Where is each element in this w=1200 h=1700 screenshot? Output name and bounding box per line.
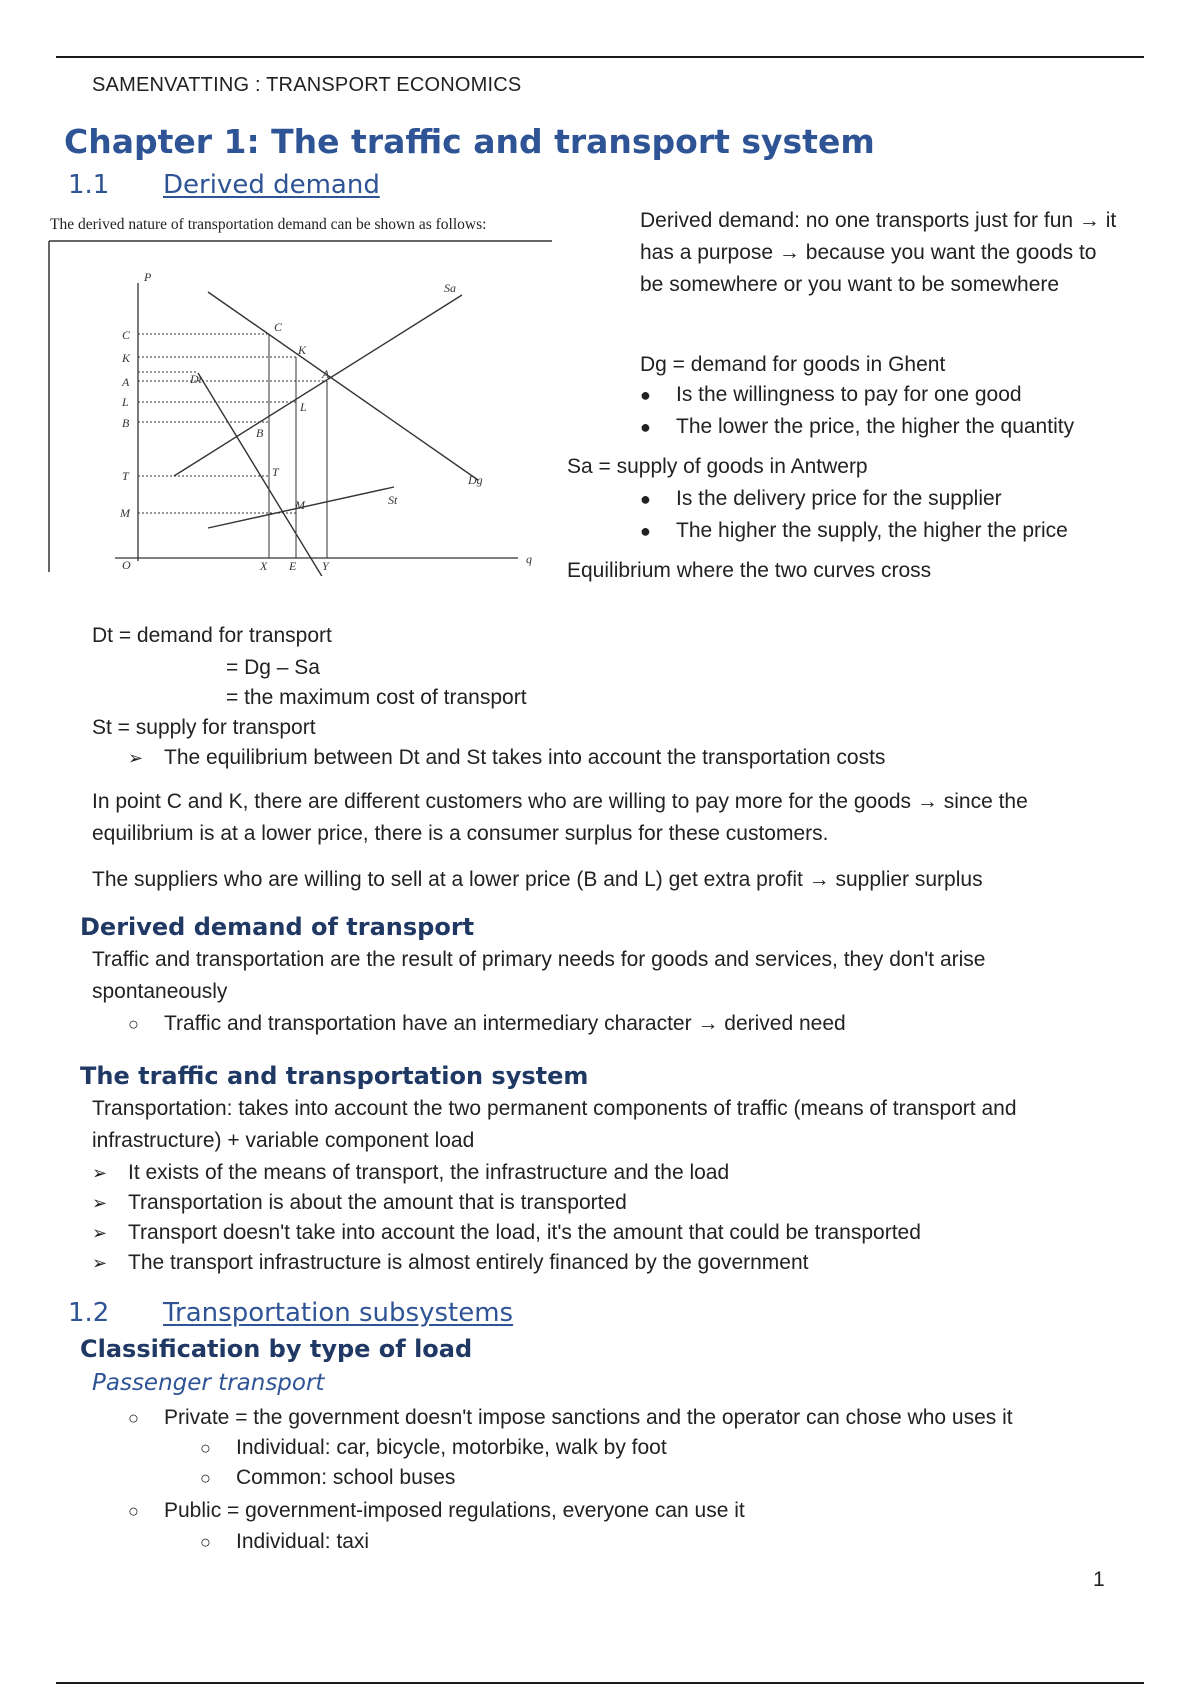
dt-meaning: = the maximum cost of transport (226, 686, 527, 709)
curve-label-sa: Sa (444, 281, 456, 295)
bullet-icon: ● (640, 417, 651, 437)
curve-label-dg: Dg (468, 473, 483, 487)
point-label-a: A (322, 367, 330, 381)
section-title: Transportation subsystems (163, 1298, 514, 1328)
y-label-t: T (122, 469, 129, 483)
equilibrium-note: Equilibrium where the two curves cross (567, 559, 932, 582)
drop-lines (269, 334, 327, 558)
list-item: ○ Individual: taxi (200, 1526, 369, 1558)
subheading-derived-demand-of-transport: Derived demand of transport (80, 913, 475, 941)
dg-bullet-list (640, 379, 1140, 443)
sa-curve (174, 295, 462, 476)
x-label-e: E (289, 559, 297, 573)
point-label-c: C (274, 320, 283, 334)
circle-bullet-icon: ○ (200, 1468, 211, 1488)
list-item: ○ Private = the government doesn't impose sanctions and the operator can chose who uses it (128, 1402, 1013, 1434)
bullet-icon: ● (640, 489, 651, 509)
dt-formula: = Dg – Sa (226, 656, 320, 679)
arrow-bullet-icon: ➢ (92, 1193, 108, 1213)
top-rule (56, 56, 1144, 58)
st-definition: St = supply for transport (92, 716, 316, 739)
derived-demand-transport-text: Traffic and transportation are the result of primary needs for goods and services, they don't arise spontaneously (92, 948, 986, 1003)
st-arrow-item: ➢ The equilibrium between Dt and St takes into account the transportation costs (128, 742, 885, 774)
list-item: ➢ The transport infrastructure is almost entirely financed by the government (92, 1247, 1132, 1277)
arrow-bullet-icon: ➢ (92, 1253, 108, 1273)
consumer-surplus-paragraph: In point C and K, there are different customers who are willing to pay more for the goods → since the equilibrium is at a lower price, there is a consumer surplus for these customers. (92, 790, 1028, 845)
guide-lines (138, 334, 327, 513)
circle-bullet-icon: ○ (128, 1014, 139, 1034)
circle-bullet-icon: ○ (128, 1408, 139, 1428)
page-number: 1 (1093, 1568, 1105, 1591)
y-label-c: C (122, 328, 131, 342)
arrow-bullet-icon: ➢ (92, 1163, 108, 1183)
dt-definition: Dt = demand for transport (92, 624, 332, 647)
list-item: ○ Traffic and transportation have an intermediary character → derived need (128, 1008, 846, 1040)
supplier-surplus-paragraph: The suppliers who are willing to sell at a lower price (B and L) get extra profit → supplier surplus (92, 868, 983, 891)
transportation-arrow-list (92, 1157, 1132, 1277)
point-label-t: T (272, 465, 279, 479)
list-item: ➢ Transport doesn't take into account the load, it's the amount that could be transported (92, 1217, 1132, 1247)
subheading-traffic-transportation-system: The traffic and transportation system (80, 1062, 589, 1090)
bottom-rule (56, 1682, 1144, 1684)
derived-demand-figure (48, 236, 554, 576)
transportation-system-text: Transportation: takes into account the two permanent components of traffic (means of transport and infrastructure) + variable component load (92, 1097, 1017, 1152)
list-item: ○ Common: school buses (200, 1462, 455, 1494)
list-item: ● The higher the supply, the higher the price (640, 515, 1140, 547)
section-number: 1.2 (68, 1298, 110, 1328)
point-label-b: B (256, 426, 264, 440)
curve-label-dt: Dt (190, 372, 202, 386)
list-item: ● Is the delivery price for the supplier (640, 483, 1140, 515)
sa-definition: Sa = supply of goods in Antwerp (567, 455, 868, 478)
dt-curve (198, 373, 326, 576)
point-label-k: K (298, 343, 307, 357)
section-1-1-heading (68, 170, 380, 200)
dg-curve (208, 292, 478, 480)
bullet-icon: ● (640, 385, 651, 405)
x-label-x: X (260, 559, 268, 573)
section-number: 1.1 (68, 170, 110, 200)
list-item: ➢ It exists of the means of transport, the infrastructure and the load (92, 1157, 1132, 1187)
sa-bullet-list (640, 483, 1140, 547)
chapter-title: Chapter 1: The traffic and transport system (64, 122, 875, 161)
list-item: ○ Public = government-imposed regulations, everyone can use it (128, 1495, 745, 1527)
y-label-l: L (122, 395, 129, 409)
section-1-2-heading (68, 1298, 513, 1328)
section-title: Derived demand (163, 170, 380, 200)
dg-definition: Dg = demand for goods in Ghent (640, 353, 946, 376)
arrow-bullet-icon: ➢ (92, 1223, 108, 1243)
arrow-bullet-icon: ➢ (128, 748, 144, 768)
circle-bullet-icon: ○ (128, 1501, 139, 1521)
point-label-l: L (300, 400, 307, 414)
p-axis-label: P (144, 270, 152, 284)
y-label-m: M (120, 506, 130, 520)
list-item: ○ Individual: car, bicycle, motorbike, walk by foot (200, 1432, 667, 1464)
y-label-k: K (122, 351, 131, 365)
y-label-b: B (122, 416, 130, 430)
point-label-m: M (295, 498, 305, 512)
derived-demand-intro: Derived demand: no one transports just for fun → it has a purpose → because you want the goods to be somewhere or you want to be somewhere (640, 209, 1117, 296)
curve-label-st: St (388, 493, 398, 507)
figure-caption: The derived nature of transportation demand can be shown as follows: (50, 216, 487, 233)
subheading-passenger-transport: Passenger transport (92, 1370, 325, 1396)
q-axis-label: q (526, 552, 532, 566)
running-header: SAMENVATTING : TRANSPORT ECONOMICS (92, 74, 522, 96)
list-item: ● Is the willingness to pay for one good (640, 379, 1140, 411)
subheading-classification-by-load: Classification by type of load (80, 1335, 473, 1363)
x-label-y: Y (322, 559, 329, 573)
circle-bullet-icon: ○ (200, 1532, 211, 1552)
y-label-a: A (122, 375, 130, 389)
list-item: ● The lower the price, the higher the quantity (640, 411, 1140, 443)
list-item: ➢ Transportation is about the amount that is transported (92, 1187, 1132, 1217)
y-label-o: O (122, 558, 131, 572)
bullet-icon: ● (640, 521, 651, 541)
circle-bullet-icon: ○ (200, 1438, 211, 1458)
